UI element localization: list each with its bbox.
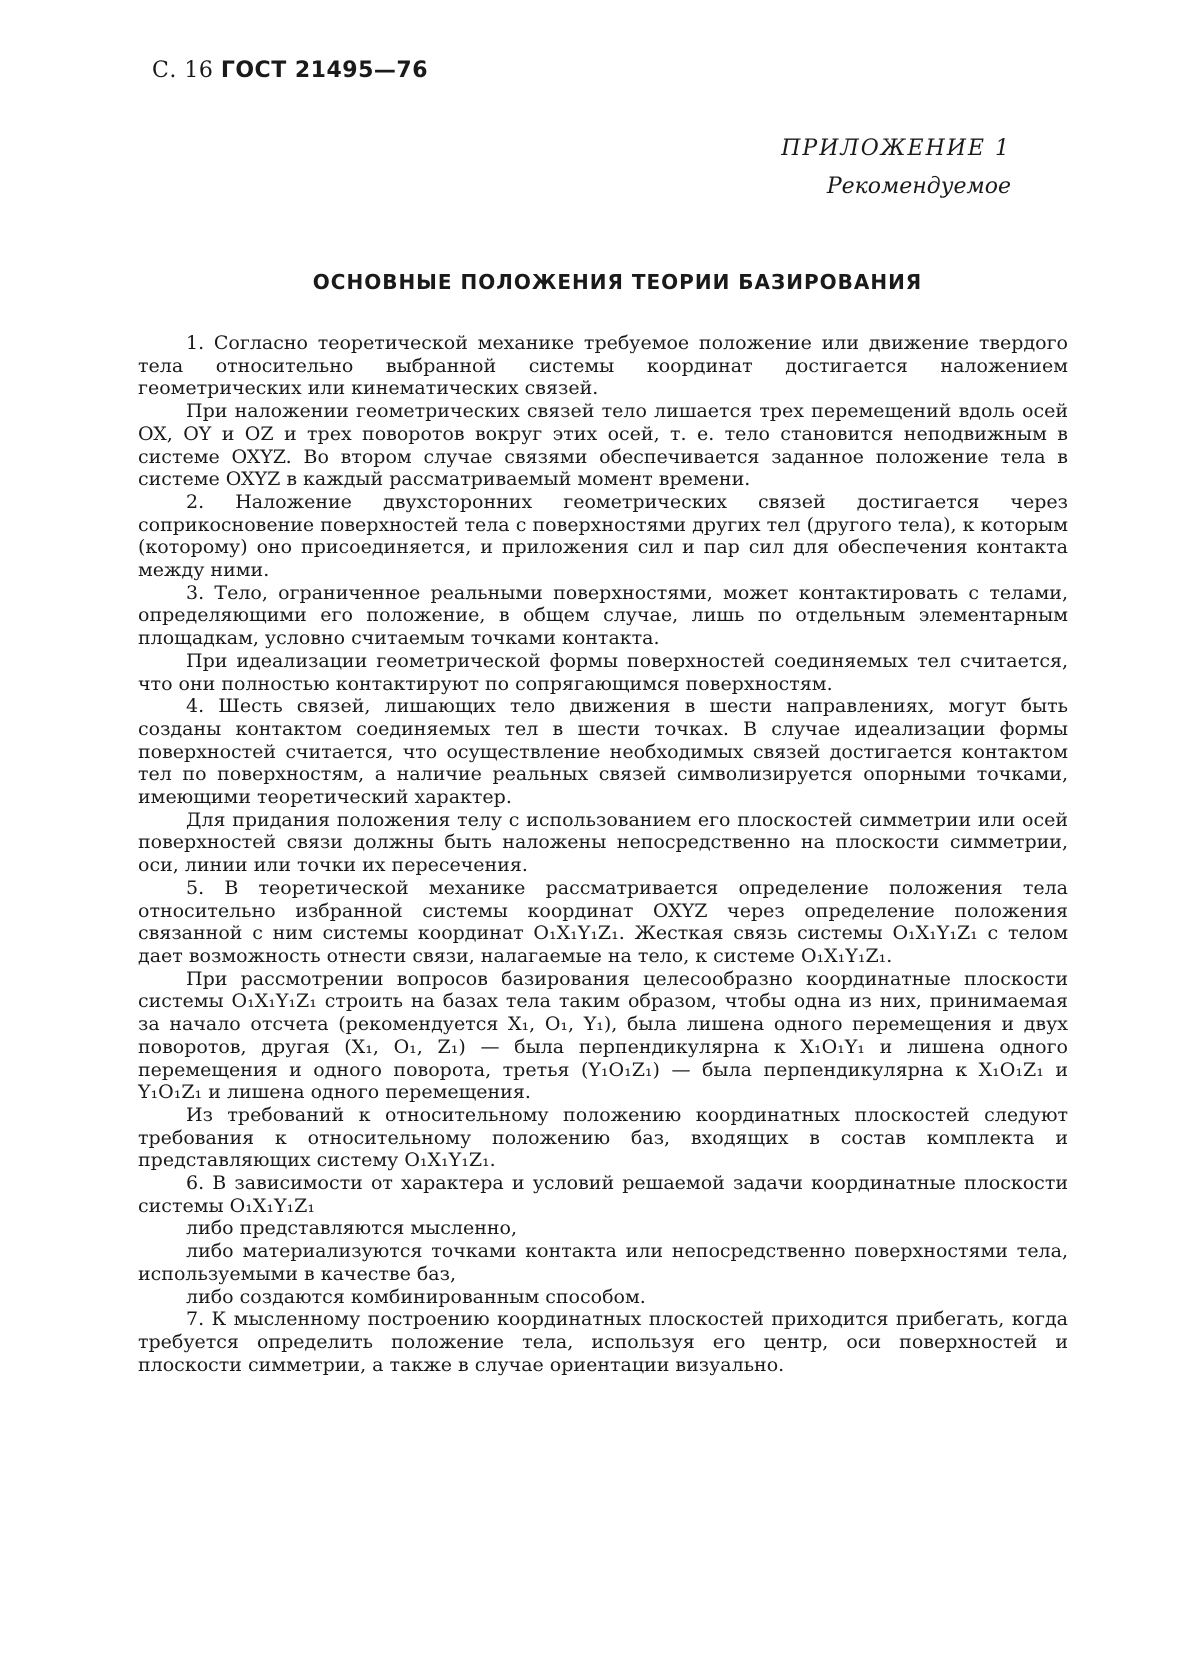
paragraph: 1. Согласно теоретической механике требуемое положение или движение твердого тела относительно выбранной системы координат достигается наложением геометрических или кинематических связей. — [138, 332, 1068, 400]
paragraph: 5. В теоретической механике рассматривается определение положения тела относительно избранной системы координат OXYZ через определение положения связанной с ним системы координат O₁X₁Y₁Z₁. Жесткая связь системы O₁X₁Y₁Z₁ с телом дает возможность отнести связи, налагаемые на тело, к системе O₁X₁Y₁Z₁. — [138, 876, 1068, 967]
paragraph: 4. Шесть связей, лишающих тело движения в шести направлениях, могут быть созданы контактом соединяемых тел в шести точках. В случае идеализации формы поверхностей считается, что осуществление необходимых связей достигается контактом тел по поверхностям, а наличие реальных связей символизируется опорными точками, имеющими теоретический характер. — [138, 695, 1068, 809]
paragraph: 7. К мысленному построению координатных плоскостей приходится прибегать, когда требуется определить положение тела, используя его центр, оси поверхностей и плоскости симметрии, а также в случае ориентации визуально. — [138, 1308, 1068, 1376]
paragraph: 3. Тело, ограниченное реальными поверхностями, может контактировать с телами, определяющими его положение, в общем случае, лишь по отдельным элементарным площадкам, условно считаемым точками контакта. — [138, 581, 1068, 650]
paragraph: При наложении геометрических связей тело лишается трех перемещений вдоль осей OX, OY и OZ и трех поворотов вокруг этих осей, т. е. тело становится неподвижным в системе OXYZ. Во втором случае связями обеспечивается заданное положение тела в системе OXYZ в каждый рассматриваемый момент времени. — [138, 400, 1068, 491]
body-text — [138, 332, 1068, 1376]
appendix-status: Рекомендуемое — [826, 174, 1011, 199]
page-header — [152, 58, 428, 83]
standard-number: ГОСТ 21495—76 — [220, 58, 429, 83]
list-item: либо представляются мысленно, — [186, 1217, 518, 1240]
paragraph: Из требований к относительному положению координатных плоскостей следуют требования к относительному положению баз, входящих в состав комплекта и представляющих систему O₁X₁Y₁Z₁. — [138, 1103, 1068, 1172]
paragraph: При рассмотрении вопросов базирования целесообразно координатные плоскости системы O₁X₁Y₁Z₁ строить на базах тела таким образом, чтобы одна из них, принимаемая за начало отсчета (рекомендуется X₁, O₁, Y₁), была лишена одного перемещения и двух поворотов, другая (X₁, O₁, Z₁) — была перпендикулярна к X₁O₁Y₁ и лишена одного перемещения и одного поворота, третья (Y₁O₁Z₁) — была перпендикулярна к X₁O₁Z₁ и Y₁O₁Z₁ и лишена одного перемещения. — [138, 967, 1068, 1104]
list-item: либо создаются комбинированным способом. — [186, 1285, 646, 1308]
list-item: либо материализуются точками контакта или непосредственно поверхностями тела, используемыми в качестве баз, — [138, 1240, 1068, 1285]
paragraph: 6. В зависимости от характера и условий решаемой задачи координатные плоскости системы O₁X₁Y₁Z₁ — [138, 1172, 1068, 1217]
paragraph: Для придания положения телу с использованием его плоскостей симметрии или осей поверхностей связи должны быть наложены непосредственно на плоскости симметрии, оси, линии или точки их пересечения. — [138, 808, 1068, 877]
appendix-label — [781, 130, 1011, 206]
paragraph: При идеализации геометрической формы поверхностей соединяемых тел считается, что они полностью контактируют по сопрягающимся поверхностям. — [138, 649, 1068, 695]
paragraph: 2. Наложение двухсторонних геометрических связей достигается через соприкосновение поверхностей тела с поверхностями других тел (другого тела), к которым (которому) оно присоединяется, и приложения сил и пар сил для обеспечения контакта между ними. — [138, 490, 1068, 582]
document-title: ОСНОВНЫЕ ПОЛОЖЕНИЯ ТЕОРИИ БАЗИРОВАНИЯ — [312, 270, 923, 294]
appendix-title: ПРИЛОЖЕНИЕ 1 — [781, 136, 1011, 161]
page-number: С. 16 — [152, 58, 214, 83]
